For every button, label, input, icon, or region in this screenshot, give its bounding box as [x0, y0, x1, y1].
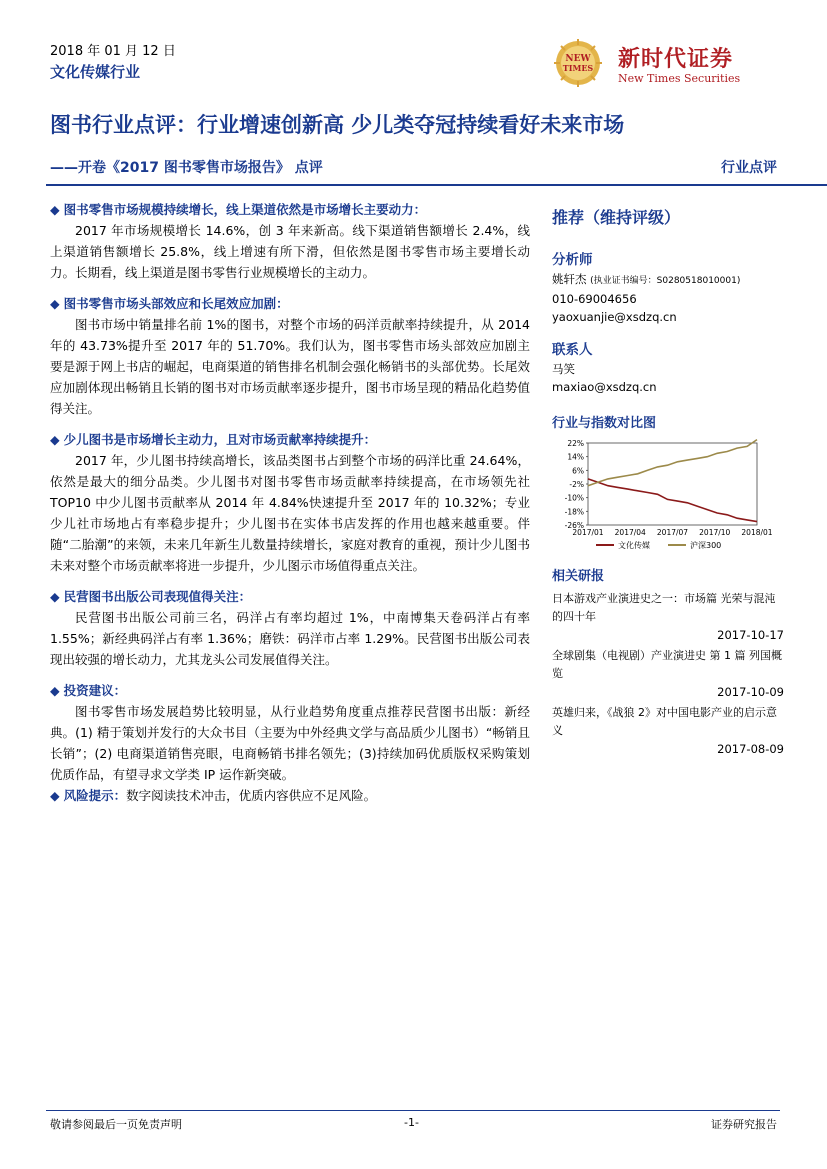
analyst-name: 姚轩杰	[552, 272, 587, 286]
diamond-bullet-icon: ◆	[50, 202, 60, 217]
related-report-date: 2017-08-09	[717, 742, 784, 756]
section	[50, 294, 530, 419]
y-tick-label: -10%	[564, 493, 584, 503]
x-tick-label: 2017/10	[699, 528, 731, 537]
related-report-title[interactable]: 全球剧集（电视剧）产业演进史 第 1 篇 列国概览	[552, 649, 782, 680]
section-heading: 民营图书出版公司表现值得关注：	[63, 589, 252, 604]
y-tick-label: 14%	[567, 452, 584, 462]
contact-email[interactable]: maxiao@xsdzq.cn	[552, 380, 657, 394]
page-number: -1-	[404, 1116, 419, 1129]
analyst-label: 分析师	[552, 252, 593, 268]
y-tick-label: -18%	[564, 507, 584, 517]
report-category: 行业点评	[721, 160, 777, 176]
series-line	[588, 479, 757, 522]
diamond-bullet-icon: ◆	[50, 432, 60, 447]
section	[50, 200, 530, 283]
section	[50, 587, 530, 670]
risk-note	[50, 785, 530, 806]
legend-label: 文化传媒	[618, 541, 650, 550]
report-subtitle: ——开卷《2017 图书零售市场报告》 点评	[50, 160, 323, 176]
section-body: 2017 年，少儿图书持续高增长，该品类图书占到整个市场的码洋比重 24.64%，依然是最大的细分品类。少儿图书对图书零售市场贡献率持续提高，在市场领先社 TOP10 中少儿图书贡献率从 2014 年 4.84%快速提升至 2017 年的 10.32%；专业少儿社市场地占有率稳步提升；少儿图书在实体书店发挥的作用也越来越重要。伴随“二胎潮”的来领，未来几年新生儿数量持续增长，家庭对教育的重视，预计少儿图书未来对整个市场贡献率将进一步提升，少儿图示市场值得重点关注。	[50, 453, 530, 573]
section-body: 2017 年市场规模增长 14.6%，创 3 年来新高。线下渠道销售额增长 2.4%，线上渠道销售额增长 25.8%，线上增速有所下滑，但依然是图书零售市场主要增长动力。长期看，线上渠道是图书零售行业规模增长的主动力。	[50, 223, 530, 280]
logo-name-cn: 新时代证券	[618, 46, 734, 72]
related-report-title[interactable]: 英雄归来，《战狼 2》对中国电影产业的启示意义	[552, 706, 777, 737]
diamond-bullet-icon: ◆	[50, 683, 60, 698]
y-tick-label: 22%	[567, 439, 584, 448]
y-tick-label: 6%	[572, 466, 584, 476]
section-body: 图书零售市场发展趋势比较明显，从行业趋势角度重点推荐民营图书出版：新经典。(1) 精于策划并发行的大众书目（主要为中外经典文学与高品质少儿图书）“畅销且长销”；(2) 电商渠道销售亮眼，电商畅销书排名领先；(3)持续加码优质版权采购策划优质作品，有望寻求文学类 IP 运作新突破。	[50, 704, 530, 782]
diamond-bullet-icon: ◆	[50, 788, 60, 803]
y-tick-label: -26%	[564, 521, 584, 530]
analyst-email[interactable]: yaoxuanjie@xsdzq.cn	[552, 310, 677, 324]
related-title: 相关研报	[552, 569, 605, 584]
rating: 推荐（维持评级）	[552, 208, 681, 227]
analyst-phone: 010-69004656	[552, 292, 637, 306]
x-tick-label: 2017/04	[614, 528, 646, 537]
header-divider	[46, 184, 827, 186]
section-heading: 少儿图书是市场增长主动力，且对市场贡献率持续提升：	[63, 432, 377, 447]
industry-label: 文化传媒行业	[50, 63, 141, 81]
section-heading: 投资建议：	[63, 683, 127, 698]
section-heading: 图书零售市场规模持续增长，线上渠道依然是市场增长主要动力：	[63, 202, 427, 217]
analyst-cert: (执业证书编号：S0280518010001)	[590, 276, 741, 286]
related-report-date: 2017-10-09	[717, 685, 784, 699]
section	[50, 430, 530, 576]
chart-plot-frame	[588, 443, 757, 525]
risk-label: 风险提示：	[63, 788, 127, 803]
related-report-date: 2017-10-17	[717, 628, 784, 642]
x-tick-label: 2017/07	[656, 528, 689, 537]
x-tick-label: 2018/01	[741, 528, 773, 537]
y-tick-label: -2%	[569, 480, 584, 489]
footer-disclaimer: 敬请参阅最后一页免责声明	[50, 1118, 182, 1131]
section	[50, 681, 530, 785]
logo-emblem-icon	[548, 38, 614, 88]
diamond-bullet-icon: ◆	[50, 296, 60, 311]
contact-name: 马笑	[552, 362, 575, 376]
legend-label: 沪深300	[690, 541, 722, 550]
svg-text:TIMES: TIMES	[562, 63, 594, 73]
report-title: 图书行业点评：行业增速创新高 少儿类夺冠持续看好未来市场	[50, 113, 625, 137]
main-content	[50, 200, 530, 806]
series-line	[588, 440, 757, 486]
related-report-title[interactable]: 日本游戏产业演进史之一：市场篇 光荣与混沌的四十年	[552, 592, 776, 623]
x-tick-label: 2017/01	[572, 528, 604, 537]
contact-label: 联系人	[552, 342, 593, 358]
comparison-chart	[552, 437, 777, 555]
report-date: 2018 年 01 月 12 日	[50, 44, 176, 59]
section-body: 民营图书出版公司前三名，码洋占有率均超过 1%，中南博集天卷码洋占有率 1.55%；新经典码洋占有率 1.36%；磨铁：码洋市占率 1.29%。民营图书出版公司表现出较强的增长动力，尤其龙头公司发展值得关注。	[50, 610, 530, 667]
section-body: 图书市场中销量排名前 1%的图书，对整个市场的码洋贡献率持续提升，从 2014 年的 43.73%提升至 2017 年的 51.70%。我们认为，图书零售市场头部效应加剧主要是源于网上书店的崛起，电商渠道的销售排名机制会强化畅销书的头部优势。长尾效应加剧体现出畅销且长销的图书对市场贡献率逐步提升，图书市场呈现的精品化趋势值得关注。	[50, 317, 530, 416]
chart-title: 行业与指数对比图	[552, 416, 657, 431]
diamond-bullet-icon: ◆	[50, 589, 60, 604]
section-heading: 图书零售市场头部效应和长尾效应加剧：	[63, 296, 289, 311]
footer-divider	[46, 1110, 780, 1111]
logo-name-en: New Times Securities	[618, 72, 741, 85]
company-logo	[548, 38, 778, 88]
risk-text: 数字阅读技术冲击，优质内容供应不足风险。	[126, 788, 377, 803]
sidebar	[552, 205, 784, 761]
footer-label: 证券研究报告	[711, 1118, 777, 1131]
svg-text:NEW: NEW	[565, 54, 591, 64]
